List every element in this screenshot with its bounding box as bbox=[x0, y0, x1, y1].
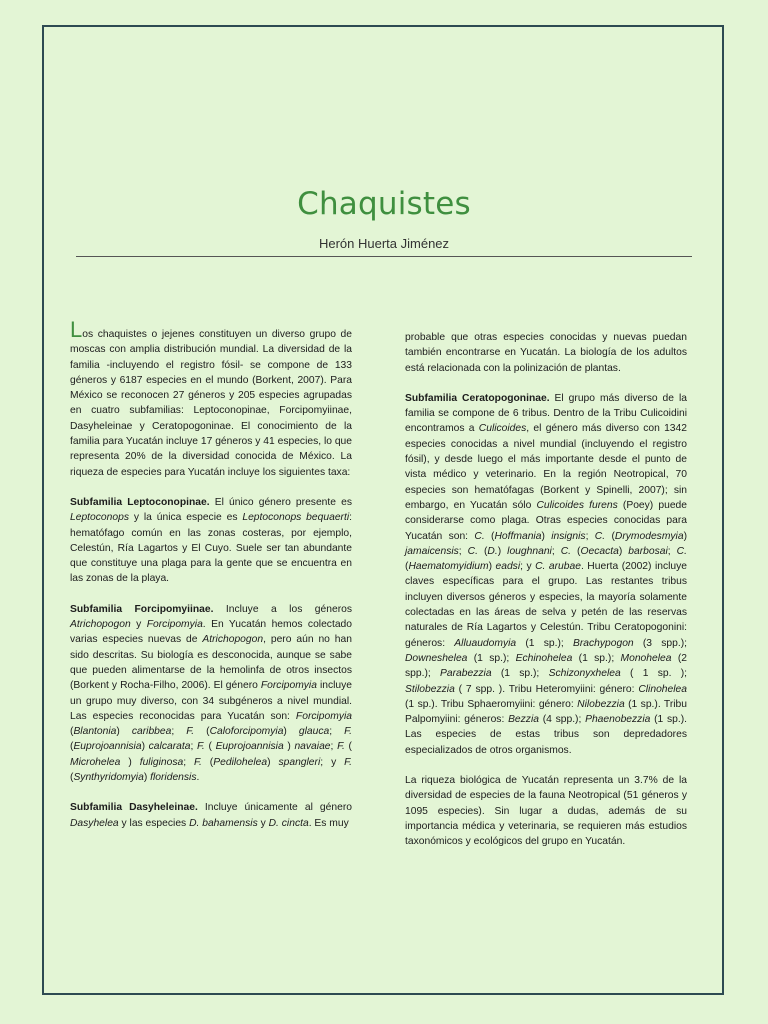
body-text: ( bbox=[204, 741, 216, 753]
taxon-name: Forcipomyia bbox=[146, 619, 203, 631]
body-text: incluye un grupo muy diverso, con 34 subgéneros a nivel mundial. Las especies reconocidas para Yucatán son: bbox=[70, 680, 352, 722]
taxon-name: F. bbox=[196, 741, 205, 753]
body-text: ; y bbox=[320, 756, 345, 768]
body-text: ; bbox=[667, 545, 677, 557]
body-text: . Es muy bbox=[308, 817, 349, 829]
taxon-name: Synthyridomyia bbox=[73, 772, 144, 784]
body-text: ) bbox=[143, 772, 151, 784]
body-text: ( bbox=[201, 756, 214, 768]
body-text: ( bbox=[477, 545, 488, 557]
body-text: ; bbox=[171, 726, 187, 738]
taxon-name: Dasyhelea bbox=[70, 817, 119, 829]
body-text: (1 sp.); bbox=[491, 668, 549, 680]
body-text: ( bbox=[70, 741, 74, 753]
taxon-name: F. bbox=[186, 726, 195, 738]
taxon-name: loughnani bbox=[507, 545, 552, 557]
taxon-name: D. bbox=[487, 545, 498, 557]
body-text: y bbox=[130, 619, 147, 631]
body-text: ; bbox=[458, 545, 468, 557]
taxon-name: Forcipomyia bbox=[295, 710, 352, 722]
taxon-name: C. bbox=[560, 545, 572, 557]
taxon-name: Culicoides furens bbox=[536, 499, 618, 511]
leptoconopinae-paragraph bbox=[70, 495, 352, 587]
taxon-name: D. cincta bbox=[268, 817, 309, 829]
body-text: ( bbox=[194, 726, 210, 738]
body-text: ( bbox=[405, 561, 409, 573]
taxon-name: Euprojoannisia bbox=[215, 741, 284, 753]
taxon-name: floridensis bbox=[150, 772, 197, 784]
taxon-name: navaiae bbox=[294, 741, 331, 753]
taxon-name: jamaicensis bbox=[405, 545, 459, 557]
taxon-name: Downeshelea bbox=[405, 652, 468, 664]
taxon-name: Brachypogon bbox=[572, 637, 634, 649]
right-column bbox=[405, 330, 687, 865]
body-text: Incluye a los géneros bbox=[213, 603, 353, 615]
body-text: y las especies bbox=[118, 817, 190, 829]
left-column bbox=[70, 317, 353, 846]
taxon-name: Drymodesmyia bbox=[614, 530, 684, 542]
body-text: ) bbox=[267, 756, 279, 768]
body-text: ; bbox=[329, 726, 345, 738]
body-text: ; bbox=[183, 756, 195, 768]
taxon-name: Nilobezzia bbox=[577, 698, 625, 710]
taxon-name: Monohelea bbox=[620, 652, 672, 664]
taxon-name: barbosai bbox=[628, 545, 668, 557]
body-text: ( bbox=[70, 772, 74, 784]
taxon-name: F. bbox=[337, 741, 345, 753]
taxon-name: glauca bbox=[298, 726, 330, 738]
taxon-name: Atrichopogon bbox=[202, 634, 264, 646]
body-text: (3 spp.); bbox=[633, 637, 687, 649]
taxon-name: Alluaudomyia bbox=[454, 637, 517, 649]
body-text: ( bbox=[344, 741, 352, 753]
body-text: ( bbox=[605, 530, 615, 542]
taxon-name: Caloforcipomyia bbox=[209, 726, 284, 738]
taxon-name: Oecacta bbox=[580, 545, 619, 557]
section-heading: Subfamilia Leptoconopinae. bbox=[70, 496, 210, 508]
taxon-name: calcarata bbox=[148, 741, 191, 753]
body-text: ; bbox=[551, 545, 561, 557]
body-text: ( 1 sp. ); bbox=[620, 668, 687, 680]
taxon-name: C. bbox=[676, 545, 687, 557]
body-text: ; bbox=[585, 530, 595, 542]
body-text: ) bbox=[618, 545, 629, 557]
taxon-name: spangleri bbox=[278, 756, 321, 768]
section-heading: Subfamilia Forcipomyiinae. bbox=[70, 603, 214, 615]
body-text: El único género presente es bbox=[209, 496, 352, 508]
taxon-name: C. bbox=[594, 530, 606, 542]
body-text: (1 sp.). Tribu Palpomyiini: géneros: bbox=[405, 698, 688, 726]
body-text: (4 spp.); bbox=[538, 714, 586, 726]
body-text: El grupo más diverso de la familia se compone de 6 tribus. Dentro de la Tribu Culicoidini encontramos a bbox=[405, 392, 687, 435]
body-text: : hematófago común en las zonas costeras, por ejemplo, Celestún, Ría Lagartos y El Cuyo. Suele ser tan abundante que constituye una plaga para la gente que se encuentra en las zonas de la playa. bbox=[70, 512, 352, 585]
body-text: ; y bbox=[520, 561, 536, 573]
forcipomyiinae-paragraph bbox=[70, 602, 352, 786]
body-text: ) bbox=[141, 741, 149, 753]
taxon-name: insignis bbox=[551, 530, 586, 542]
body-text: . Huerta (2002) incluye claves específicas para el grupo. Las restantes tribus incluyen diversos géneros y especies, la mayoría solamente colectadas en las áreas de selva y petén de las reservas naturales de Ría Lagartos y Celestún. Tribu Ceratopogonini: géneros: bbox=[405, 561, 687, 649]
taxon-name: D. bahamensis bbox=[189, 817, 258, 829]
intro-paragraph: Los chaquistes o jejenes constituyen un diverso grupo de moscas con amplia distribución mundial. La diversidad de la familia -incluyendo el registro fósil- se compone de 133 géneros y 6187 especies en el mundo (Borkent, 2007). Para México se reconocen 27 géneros y 205 especies agrupadas en cuatro subfamilias: Leptoconopinae, Forcipomyiinae, Dasyheleinae y Ceratopogoninae. El conocimiento de la familia para Yucatán incluye 17 géneros y 41 especies, lo que representa 20% de la diversidad conocida de México. La riqueza de especies para Yucatán incluye los siguientes taxa: bbox=[70, 317, 353, 478]
taxon-name: Atrichopogon bbox=[70, 619, 131, 631]
body-text: ) bbox=[683, 530, 688, 542]
body-text: ; bbox=[330, 741, 338, 753]
author-name: Herón Huerta Jiménez bbox=[318, 236, 450, 251]
body-text: ) bbox=[283, 741, 295, 753]
continuation-paragraph: probable que otras especies conocidas y nuevas puedan también encontrarse en Yucatán. La biología de los adultos está relacionada con la polinización de plantas. bbox=[405, 332, 687, 374]
taxon-name: Microhelea bbox=[70, 756, 121, 768]
taxon-name: Leptoconops bbox=[70, 512, 129, 524]
body-text: y la única especie es bbox=[128, 512, 243, 524]
body-text: ( bbox=[571, 545, 581, 557]
body-text: ( 7 spp. ). Tribu Heteromyiini: género: bbox=[454, 683, 639, 695]
taxon-name: Clinohelea bbox=[638, 683, 687, 695]
ceratopogoninae-paragraph bbox=[405, 391, 687, 758]
page-title: Chaquistes bbox=[297, 186, 471, 222]
drop-cap: L bbox=[70, 317, 83, 342]
taxon-name: eadsi bbox=[495, 561, 521, 573]
taxon-name: F. bbox=[344, 726, 352, 738]
body-text: ) bbox=[497, 545, 508, 557]
taxon-name: C. bbox=[467, 545, 478, 557]
body-text: (1 sp.). Las especies de estas tribus son depredadores especializados de otros organismos. bbox=[405, 714, 687, 756]
taxon-name: Leptoconops bequaerti bbox=[242, 512, 350, 524]
body-text: (Poey) puede considerarse como plaga. Otras especies conocidas para Yucatán son: bbox=[405, 499, 688, 542]
title-divider bbox=[76, 256, 692, 257]
body-text: ( bbox=[70, 726, 74, 738]
taxon-name: Blantonia bbox=[73, 726, 117, 738]
body-text: ; bbox=[190, 741, 197, 753]
taxon-name: Culicoides bbox=[478, 423, 527, 435]
section-heading: Subfamilia Dasyheleinae. bbox=[70, 802, 198, 814]
taxon-name: Schizonyxhelea bbox=[548, 668, 621, 680]
taxon-name: Haematomyidium bbox=[408, 561, 489, 573]
taxon-name: F. bbox=[344, 756, 352, 768]
taxon-name: Echinohelea bbox=[515, 652, 573, 664]
taxon-name: Pedilohelea bbox=[213, 756, 268, 768]
taxon-name: C. arubae bbox=[535, 561, 581, 573]
body-text: (1 sp.); bbox=[516, 637, 573, 649]
body-text: (1 sp.); bbox=[572, 652, 621, 664]
taxon-name: fuliginosa bbox=[139, 756, 184, 768]
taxon-name: Parabezzia bbox=[440, 668, 492, 680]
taxon-name: Phaenobezzia bbox=[585, 714, 651, 726]
body-text: Incluye únicamente al género bbox=[197, 802, 352, 814]
taxon-name: C. bbox=[474, 530, 485, 542]
taxon-name: Bezzia bbox=[508, 714, 539, 726]
body-text: (2 spp.); bbox=[405, 652, 687, 680]
body-text: y bbox=[257, 817, 269, 829]
body-text: ) bbox=[283, 726, 299, 738]
taxon-name: Hoffmania bbox=[494, 530, 542, 542]
body-text: , el género más diverso con 1342 especies conocidas a nivel mundial (incluyendo el registro fósil), y desde luego el más importante desde el punto de vista médico y veterinario. En la región Neotropical, 70 especies son hematófagas (Borkent y Spinelli, 2007); sin embargo, en Yucatán sólo bbox=[405, 423, 687, 511]
body-text: ) bbox=[120, 756, 140, 768]
body-text: , pero aún no han sido descritas. Su biología es desconocida, aunque se sabe que pueden alimentarse de la hemolinfa de otros insectos (Borkent y Rocha-Filho, 2006). El género bbox=[70, 634, 352, 692]
section-heading: Subfamilia Ceratopogoninae. bbox=[405, 392, 550, 404]
taxon-name: Forcipomyia bbox=[260, 680, 317, 692]
taxon-name: Euprojoannisia bbox=[73, 741, 142, 753]
body-text: (1 sp.); bbox=[467, 652, 516, 664]
body-text: ) bbox=[488, 561, 496, 573]
taxon-name: caribbea bbox=[131, 726, 172, 738]
body-text: ( bbox=[484, 530, 495, 542]
body-text: . bbox=[196, 772, 200, 784]
body-text: (1 sp.). Tribu Sphaeromyiini: género: bbox=[405, 698, 578, 710]
taxon-name: F. bbox=[194, 756, 202, 768]
body-text: ) bbox=[116, 726, 132, 738]
conclusion-paragraph: La riqueza biológica de Yucatán representa un 3.7% de la diversidad de especies de la fauna Neotropical (51 géneros y 1095 especies). Sin lugar a dudas, además de su importancia médica y veterinaria, se requieren más estudios taxonómicos y ecológicos del grupo en Yucatán. bbox=[405, 775, 687, 848]
taxon-name: Stilobezzia bbox=[405, 683, 455, 695]
dasyheleinae-paragraph bbox=[70, 800, 352, 831]
body-text: . En Yucatán hemos colectado varias especies nuevas de bbox=[70, 619, 353, 646]
body-text: ) bbox=[541, 530, 552, 542]
